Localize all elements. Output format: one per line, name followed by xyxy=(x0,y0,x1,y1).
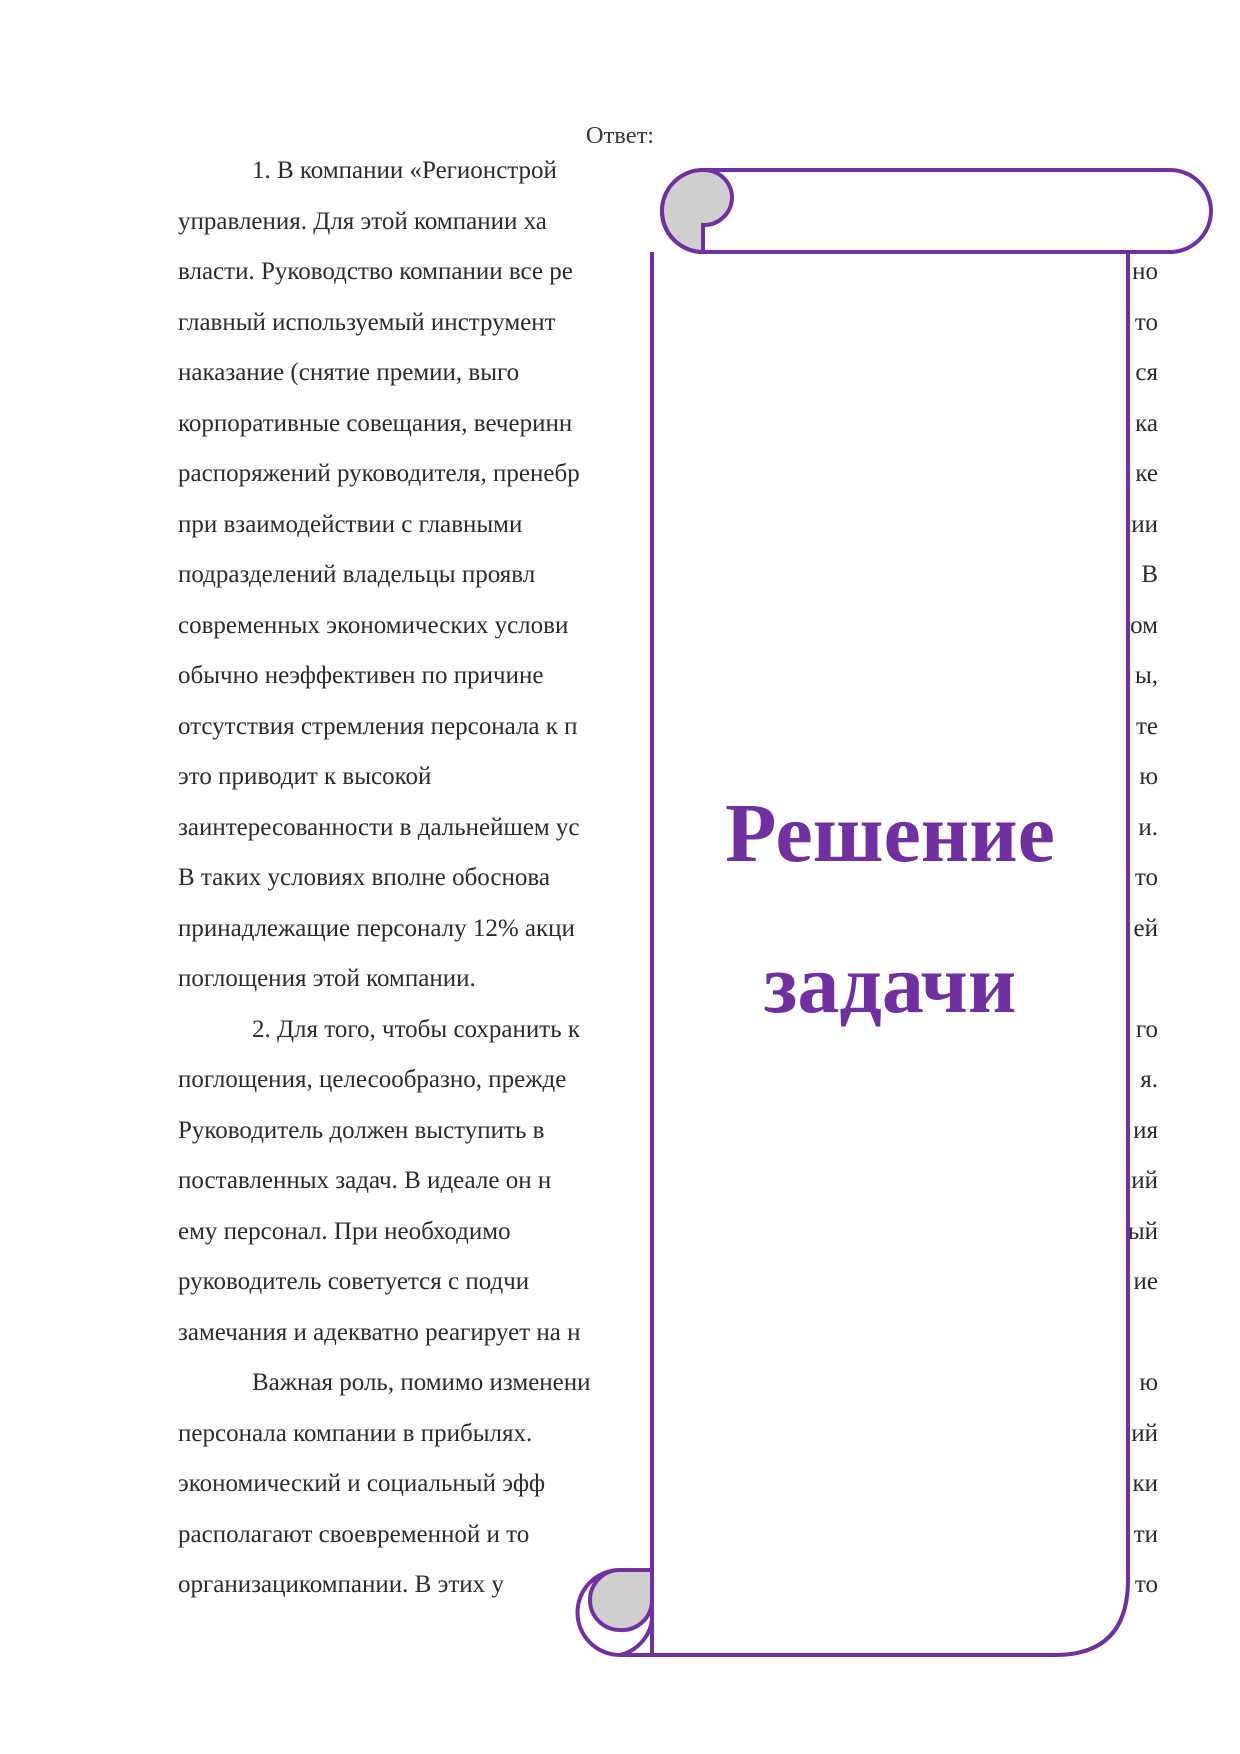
text-line-left: заинтересованности в дальнейшем ус xyxy=(178,813,580,841)
text-line-right: ий xyxy=(1131,1167,1158,1194)
text-line-left: это приводит к высокой xyxy=(178,763,432,790)
text-line-left: подразделений владельцы проявл xyxy=(178,561,536,588)
text-line-left: управления. Для этой компании ха xyxy=(178,207,547,235)
scroll-title-line2: задачи xyxy=(763,938,1017,1031)
text-line-right: ом xyxy=(1130,611,1158,639)
text-line-left: поглощения, целесообразно, прежде xyxy=(178,1066,567,1093)
text-line-left: корпоративные совещания, вечеринн xyxy=(178,409,573,437)
text-line-left: Важная роль, помимо изменени xyxy=(252,1369,591,1396)
text-line-right: ый xyxy=(1127,1217,1158,1245)
text-line-right: я. xyxy=(1140,1066,1158,1093)
text-line-left: современных экономических услови xyxy=(178,611,569,639)
text-line-right: ю xyxy=(1139,1369,1158,1396)
scroll-top-roll xyxy=(662,170,1211,252)
text-line-left: поставленных задач. В идеале он н xyxy=(178,1167,552,1194)
text-line-right: и. xyxy=(1138,813,1158,841)
text-line-left: руководитель советуется с подчи xyxy=(178,1268,530,1295)
text-line-left: располагают своевременной и то xyxy=(178,1520,530,1548)
text-line-right: ы, xyxy=(1134,662,1158,689)
text-line-left: главный используемый инструмент xyxy=(178,308,556,336)
answer-heading: Ответ: xyxy=(585,122,655,149)
text-line-right: ся xyxy=(1135,359,1158,386)
text-line-right: ти xyxy=(1133,1520,1158,1548)
text-line-right: ии xyxy=(1131,510,1158,538)
text-line-right: ке xyxy=(1135,460,1158,487)
text-line-left: персонала компании в прибылях. xyxy=(178,1419,533,1447)
text-line-left: власти. Руководство компании все ре xyxy=(178,258,573,285)
text-line-left: отсутствия стремления персонала к п xyxy=(178,712,578,740)
text-line-left: при взаимодействии с главными xyxy=(178,510,523,538)
text-line-right: ия xyxy=(1133,1116,1158,1144)
text-line-left: Руководитель должен выступить в xyxy=(178,1116,545,1144)
text-line-right: те xyxy=(1135,712,1158,740)
text-line-left: 1. В компании «Регионстрой xyxy=(252,157,557,184)
text-line-right: ка xyxy=(1135,409,1158,437)
text-line-left: наказание (снятие премии, выго xyxy=(178,359,520,386)
text-line-left: замечания и адекватно реагирует на н xyxy=(178,1318,581,1346)
text-line-left: обычно неэффективен по причине xyxy=(178,662,544,689)
text-line-right: В xyxy=(1141,561,1158,588)
text-line-right: но xyxy=(1132,258,1158,285)
text-line-right: ий xyxy=(1131,1419,1158,1447)
text-line-left: распоряжений руководителя, пренебр xyxy=(178,460,580,487)
text-line-right: то xyxy=(1134,864,1158,891)
text-line-left: 2. Для того, чтобы сохранить к xyxy=(252,1015,580,1043)
text-line-right: ки xyxy=(1132,1470,1158,1497)
scroll-title-line1: Решение xyxy=(725,787,1055,880)
text-line-right: то xyxy=(1134,308,1158,336)
text-line-left: принадлежащие персоналу 12% акци xyxy=(178,914,575,942)
text-line-right: ю xyxy=(1139,763,1158,790)
text-line-right: ие xyxy=(1133,1268,1158,1295)
text-line-left: организацикомпании. В этих у xyxy=(178,1571,504,1598)
text-line-left: ему персонал. При необходимо xyxy=(178,1217,511,1245)
text-line-right: ей xyxy=(1133,914,1158,942)
text-line-right: то xyxy=(1134,1571,1158,1598)
text-line-left: поглощения этой компании. xyxy=(178,965,476,992)
text-line-left: В таких условиях вполне обоснова xyxy=(178,864,550,891)
scroll-background xyxy=(585,200,1128,1655)
text-line-left: экономический и социальный эфф xyxy=(178,1470,546,1497)
text-line-right: го xyxy=(1135,1015,1158,1043)
